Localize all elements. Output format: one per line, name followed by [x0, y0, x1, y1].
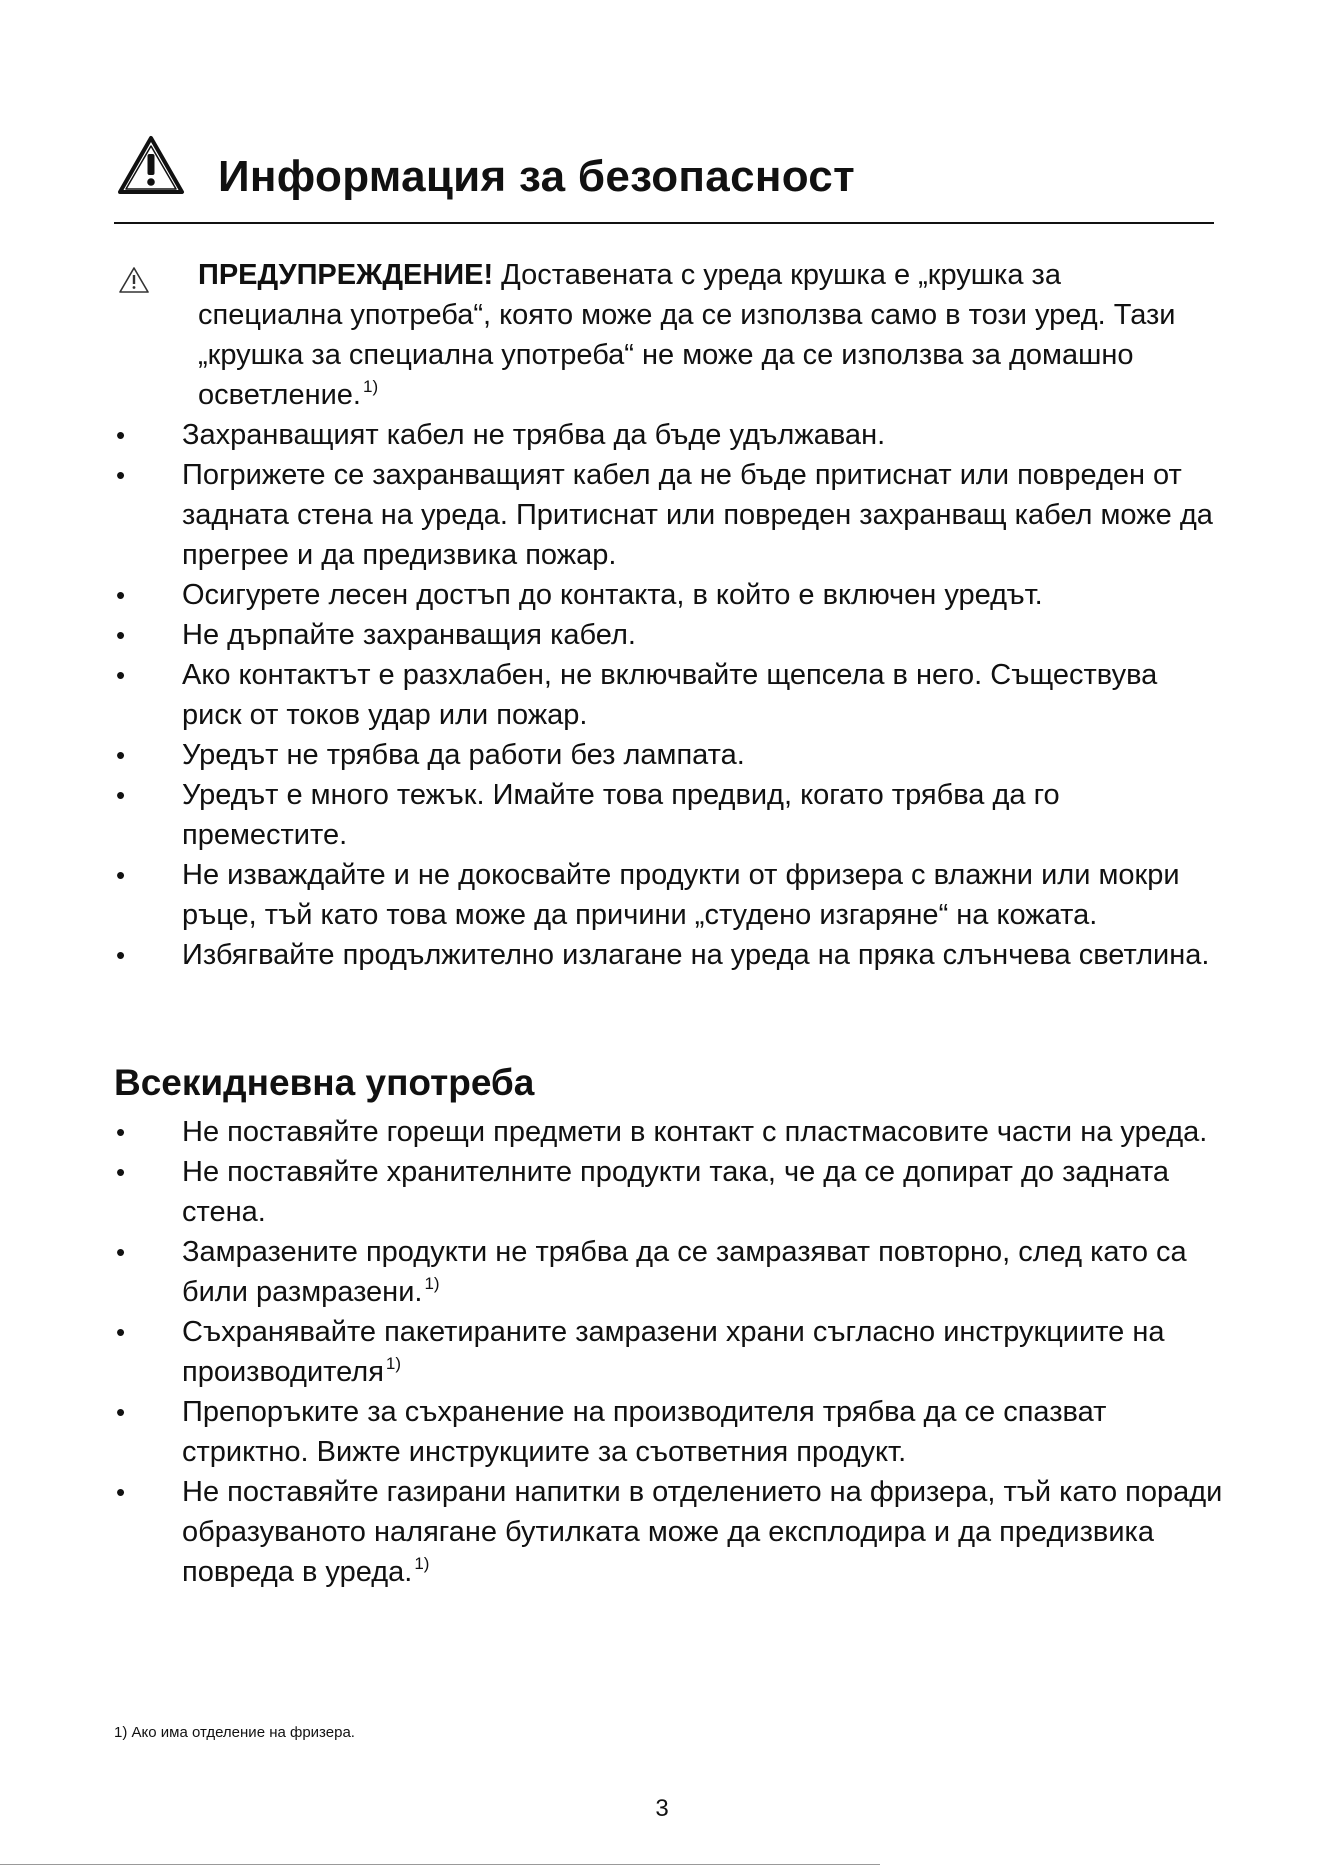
list-item [114, 1152, 1224, 1232]
list-item [114, 575, 1224, 615]
list-item [114, 1472, 1224, 1592]
list-item [114, 1232, 1224, 1312]
list-item [114, 775, 1224, 855]
bullet-icon: • [116, 860, 126, 890]
bullet-icon: • [116, 1477, 126, 1507]
list-item-text: Замразените продукти не трябва да се замразяват повторно, след като са били размразени. [182, 1236, 1187, 1308]
warning-triangle-icon [118, 266, 150, 294]
bullet-icon: • [116, 1157, 126, 1187]
bullet-icon: • [116, 1397, 126, 1427]
list-item-text: Ако контактът е разхлабен, не включвайте щепсела в него. Съществува риск от токов удар или пожар. [182, 659, 1158, 731]
list-item-text: Не дърпайте захранващия кабел. [182, 619, 636, 651]
list-item-text: Не изваждайте и не докосвайте продукти от фризера с влажни или мокри ръце, тъй като това може да причини „студено изгаряне“ на кожата. [182, 859, 1180, 931]
list-item-text: Уредът е много тежък. Имайте това предвид, когато трябва да го преместите. [182, 779, 1060, 851]
list-item-text: Не поставяйте хранителните продукти така, че да се допират до задната стена. [182, 1156, 1170, 1228]
page-header [114, 130, 1214, 224]
footnote-marker: 1) [414, 1554, 430, 1573]
warning-label: ПРЕДУПРЕЖДЕНИЕ! [198, 259, 494, 291]
bullet-icon: • [116, 620, 126, 650]
list-item [114, 655, 1224, 735]
footnote-marker: 1) [424, 1274, 440, 1293]
list-item-text: Захранващият кабел не трябва да бъде удължаван. [182, 419, 886, 451]
list-item [114, 735, 1224, 775]
page-title: Информация за безопасност [218, 152, 855, 201]
list-item [114, 615, 1224, 655]
footnote-marker: 1) [385, 1354, 402, 1373]
section-heading: Всекидневна употреба [114, 1062, 535, 1103]
bullet-icon: • [116, 1117, 126, 1147]
warning-triangle-icon [116, 134, 186, 196]
list-item [114, 415, 1224, 455]
page-number: 3 [655, 1795, 669, 1822]
bullet-icon: • [116, 460, 126, 490]
bullet-icon: • [116, 660, 126, 690]
warning-paragraph [198, 255, 1198, 415]
list-item-text: Препоръките за съхранение на производителя трябва да се спазват стриктно. Вижте инструкциите за съответния продукт. [182, 1396, 1107, 1468]
warning-text: Доставената с уреда крушка е „крушка за специална употреба“, която може да се използва само в този уред. Тази „крушка за специална употреба“ не може да се използва за домашно осветление. [198, 259, 1176, 411]
bullet-icon: • [116, 1237, 126, 1267]
bullet-icon: • [116, 420, 126, 450]
list-item-text: Не поставяйте газирани напитки в отделението на фризера, тъй като поради образуваното налягане бутилката може да експлодира и да предизвика повреда в уреда. [182, 1476, 1223, 1588]
bullet-icon: • [116, 740, 126, 770]
list-item [114, 855, 1224, 935]
list-item-text: Съхранявайте пакетираните замразени храни съгласно инструкциите на производителя [182, 1316, 1165, 1388]
bottom-rule [0, 1864, 880, 1865]
list-item [114, 1312, 1224, 1392]
footnote-marker: 1) [362, 377, 379, 396]
list-item-text: Избягвайте продължително излагане на уреда на пряка слънчева светлина. [182, 939, 1210, 971]
safety-list [114, 415, 1224, 975]
list-item [114, 1112, 1224, 1152]
list-item [114, 935, 1224, 975]
bullet-icon: • [116, 780, 126, 810]
bullet-icon: • [116, 1317, 126, 1347]
bullet-icon: • [116, 940, 126, 970]
bullet-icon: • [116, 580, 126, 610]
footnote: 1) Ако има отделение на фризера. [114, 1724, 355, 1741]
list-item-text: Погрижете се захранващият кабел да не бъде притиснат или повреден от задната стена на уреда. Притиснат или повреден захранващ кабел може да прегрее и да предизвика пожар. [182, 459, 1213, 571]
list-item-text: Осигурете лесен достъп до контакта, в който е включен уредът. [182, 579, 1043, 611]
list-item-text: Не поставяйте горещи предмети в контакт с пластмасовите части на уреда. [182, 1116, 1208, 1148]
list-item-text: Уредът не трябва да работи без лампата. [182, 739, 745, 771]
list-item [114, 1392, 1224, 1472]
list-item [114, 455, 1224, 575]
daily-use-list [114, 1112, 1224, 1592]
